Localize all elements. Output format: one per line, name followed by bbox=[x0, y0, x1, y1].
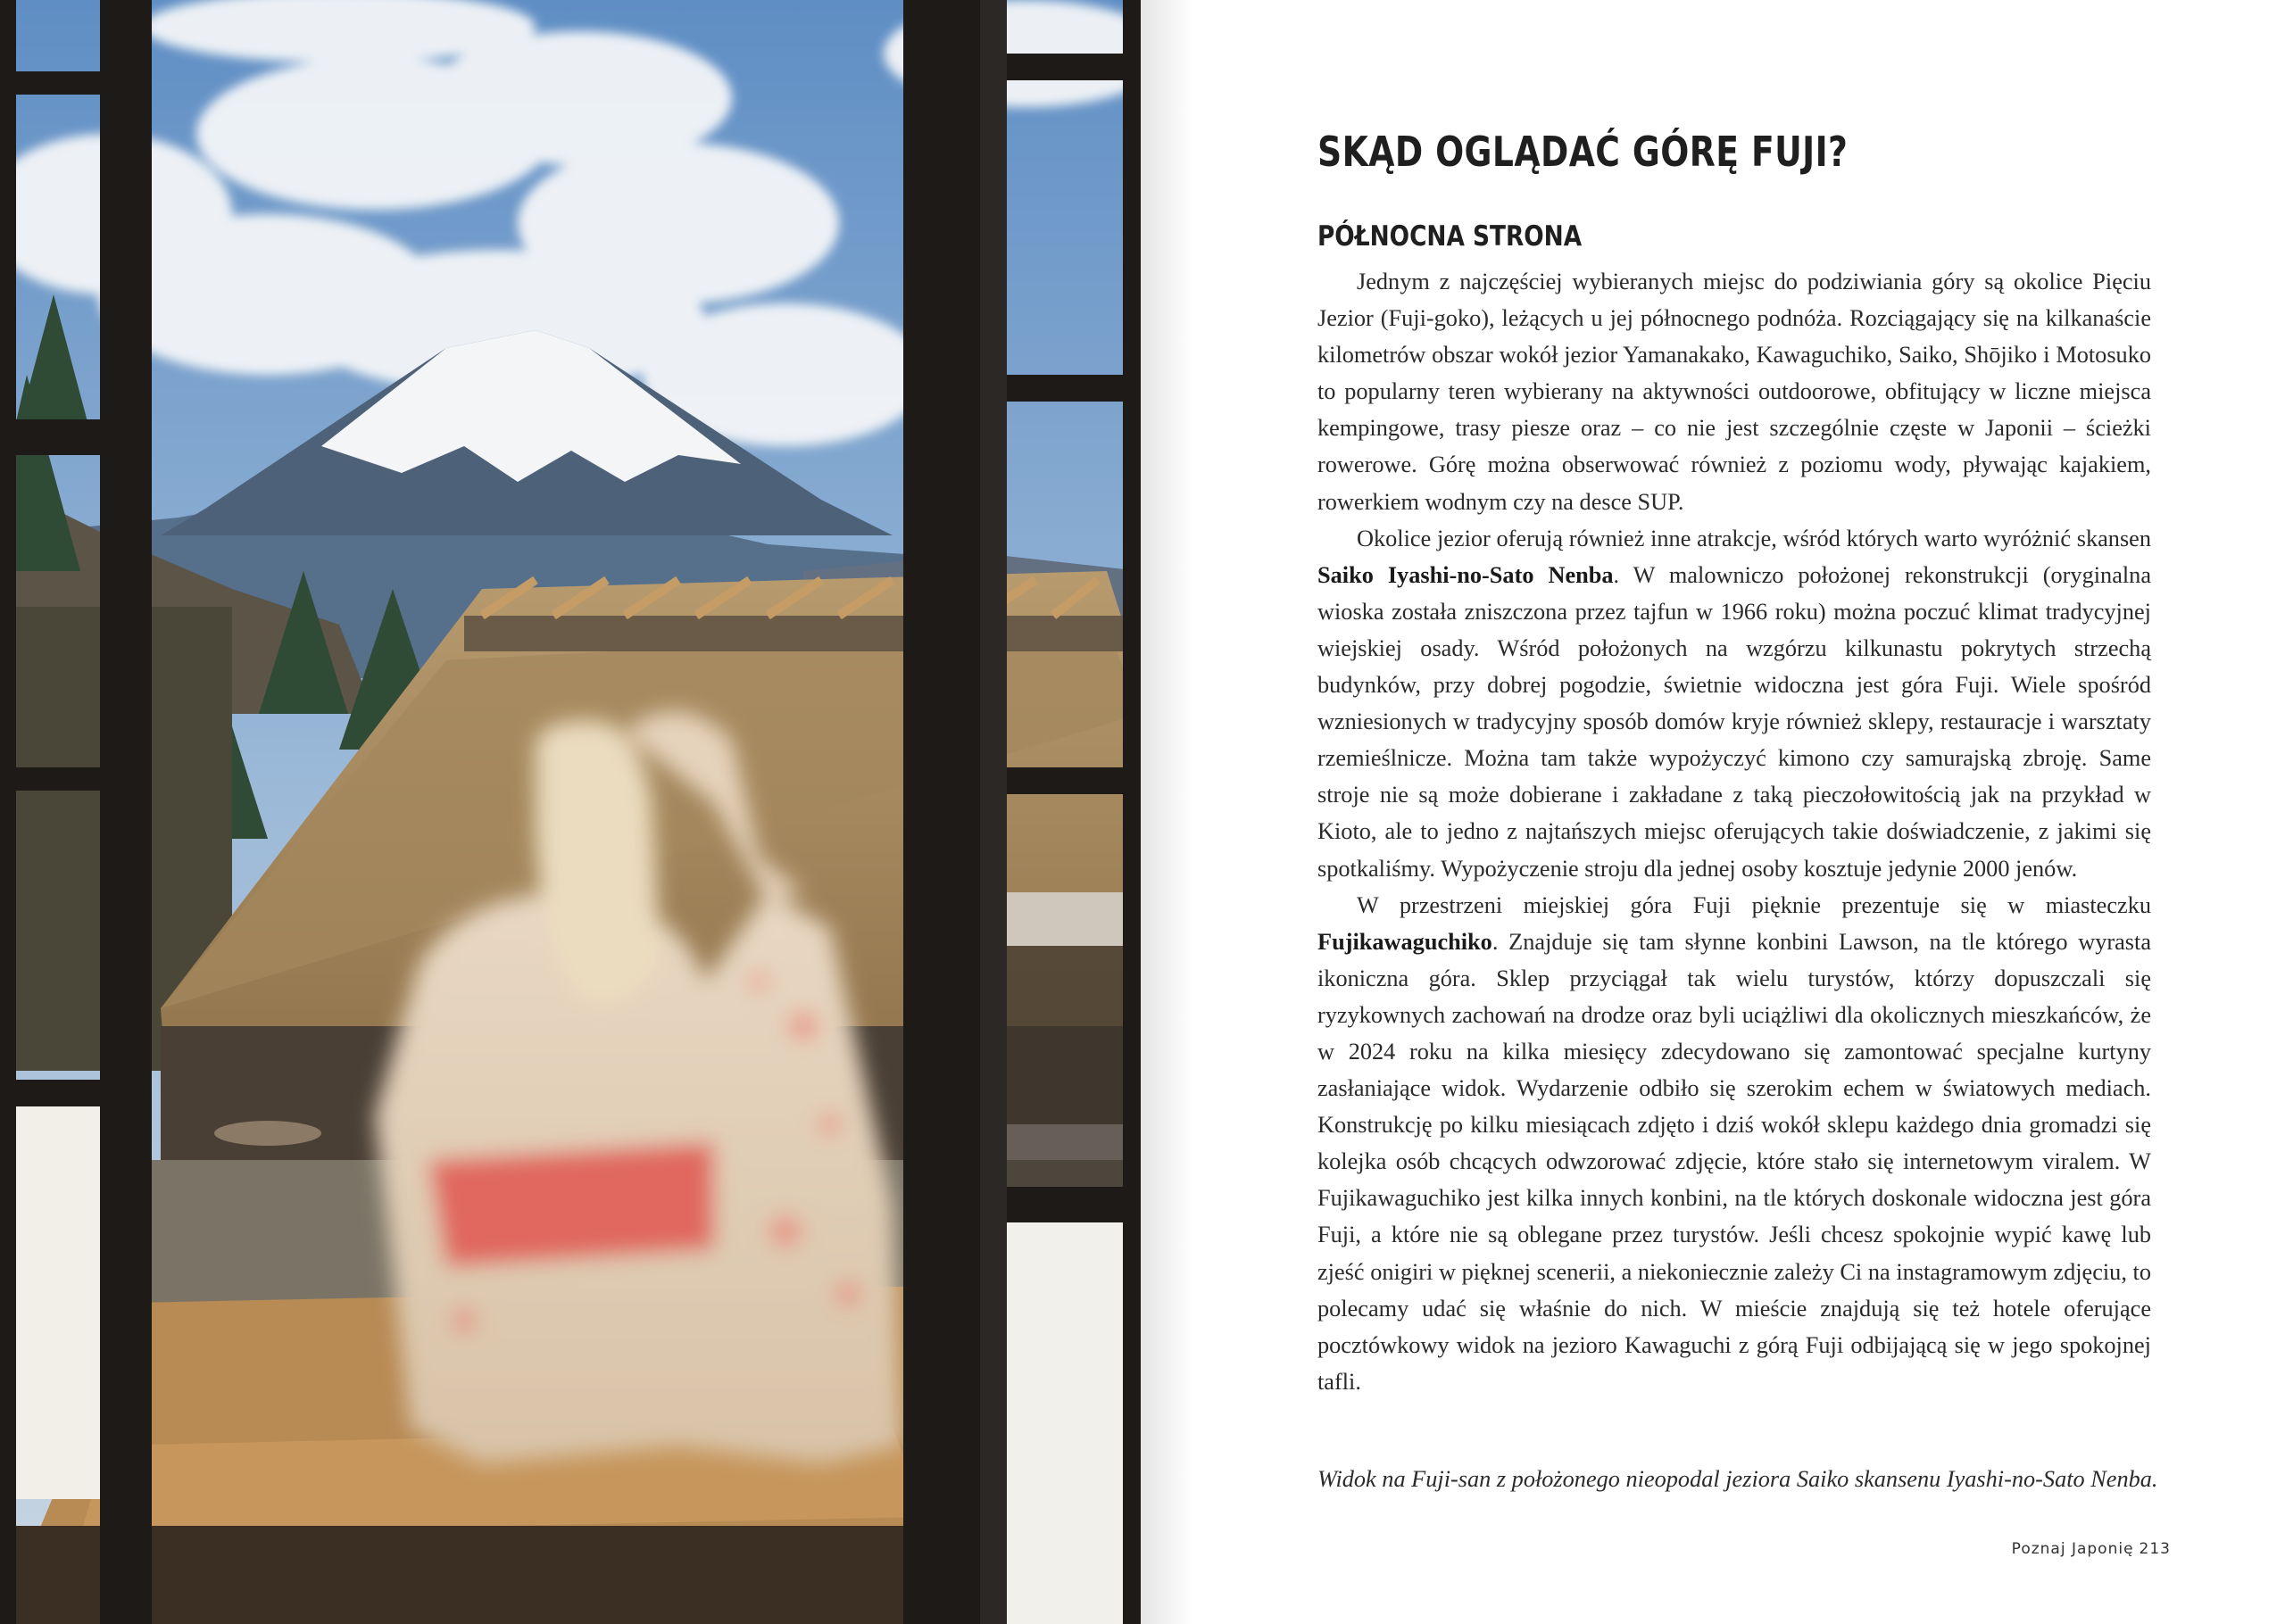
section-subheading: PÓŁNOCNA STRONA bbox=[1317, 220, 1583, 253]
body-text bbox=[1317, 263, 2151, 1400]
text-page bbox=[1141, 0, 2285, 1624]
paragraph: Jednym z najczęściej wybieranych miejsc do podziwiania góry są okolice Pięciu Jezior (Fuji-goko), leżących u jej północnego podnóża. Rozciągający się na kilkanaście kilometrów obszar wokół jezior Yamanakako, Kawaguchiko, Saiko, Shōjiko i Motosuko to popularny teren wybierany na aktywności outdoorowe, obfitujący w liczne miejsca kempingowe, trasy piesze oraz – co nie jest szczególnie częste w Japonii – ścieżki rowerowe. Górę można obserwować również z poziomu wody, pływając kajakiem, rowerkiem wodnym czy na desce SUP. bbox=[1317, 269, 2151, 515]
page-heading: SKĄD OGLĄDAĆ GÓRĘ FUJI? bbox=[1317, 128, 1849, 176]
page-number: 213 bbox=[2139, 1540, 2171, 1558]
book-title: Poznaj Japonię bbox=[2011, 1540, 2134, 1558]
paragraph: Okolice jezior oferują również inne atrakcje, wśród których warto wyróżnić skansen Saiko Iyashi-no-Sato Nenba. W malowniczo położonej rekonstrukcji (oryginalna wioska została zniszczona przez tajfun w 1966 roku) można poczuć klimat tradycyjnej wiejskiej osady. Wśród położonych na wzgórzu kilkunastu pokrytych strzechą budynków, przy dobrej pogodzie, świetnie widoczna jest góra Fuji. Wiele spośród wzniesionych w tradycyjny sposób domów kryje również sklepy, restauracje i warsztaty rzemieślnicze. Można tam także wypożyczyć kimono czy samurajską zbroję. Same stroje nie są może dobierane i zakładane z taką pieczołowitością jak na przykład w Kioto, ale to jedno z najtańszych miejsc oferujących takie doświadczenie, z jakimi się spotkaliśmy. Wypożyczenie stroju dla jednej osoby kosztuje jedynie 2000 jenów. bbox=[1317, 525, 2151, 882]
fuji-photo bbox=[0, 0, 1141, 1624]
paragraph: W przestrzeni miejskiej góra Fuji pięknie prezentuje się w miasteczku Fujikawaguchiko. Znajduje się tam słynne konbini Lawson, na tle którego wyrasta ikoniczna góra. Sklep przyciągał tak wielu turystów, którzy dopuszczali się ryzykownych zachowań na drodze oraz byli uciążliwi dla okolicznych mieszkańców, że w 2024 roku na kilka miesięcy zdecydowano się zamontować specjalne kurtyny zasłaniające widok. Wydarzenie odbiło się szerokim echem w światowych mediach. Konstrukcję po kilku miesiącach zdjęto i dziś wokół sklepu każdego dnia gromadzi się kolejka osób chcących odwzorować zdjęcie, które stało się internetowym viralem. W Fujikawaguchiko jest kilka innych konbini, na tle których doskonale widoczna jest góra Fuji, a które nie są oblegane przez turystów. Jeśli chcesz spokojnie wypić kawę lub zjeść onigiri w pięknej scenerii, a niekoniecznie zależy Ci na instagramowym zdjęciu, to polecamy udać się właśnie do nich. W mieście znajdują się też hotele oferujące pocztówkowy widok na jezioro Kawaguchi z górą Fuji odbijającą się w jego spokojnej tafli. bbox=[1317, 891, 2151, 1395]
page-folio bbox=[2007, 1540, 2171, 1558]
gutter-shadow bbox=[1141, 0, 1194, 1624]
bold-place-name: Fujikawaguchiko bbox=[1317, 928, 1492, 955]
bold-place-name: Saiko Iyashi-no-Sato Nenba bbox=[1317, 561, 1614, 588]
photo-caption: Widok na Fuji-san z położonego nieopodal jeziora Saiko skansenu Iyashi-no-Sato Nenba. bbox=[1317, 1466, 2158, 1492]
